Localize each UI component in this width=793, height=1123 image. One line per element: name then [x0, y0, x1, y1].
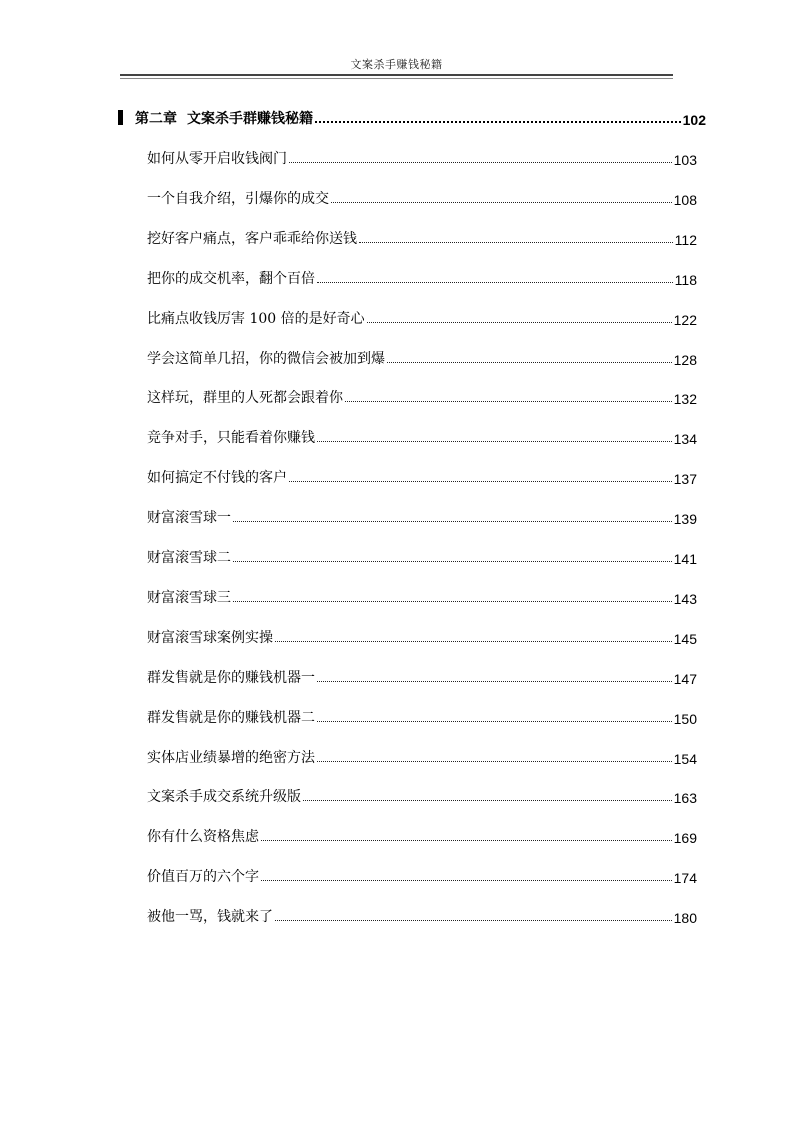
dot-leader [345, 401, 672, 402]
toc-entry-page-number: 143 [673, 590, 697, 607]
toc-entry-page-number: 134 [673, 431, 697, 448]
dot-leader [317, 721, 672, 722]
toc-entry-page-number: 137 [673, 471, 697, 488]
toc-entry[interactable] [147, 745, 697, 767]
toc-entry-title: 你有什么资格焦虑 [147, 829, 259, 846]
toc-entry-title: 财富滚雪球一 [147, 510, 231, 527]
toc-entry-page-number: 163 [673, 790, 697, 807]
toc-entry[interactable] [147, 306, 697, 328]
toc-entry[interactable] [147, 465, 697, 487]
toc-entry-page-number: 108 [673, 191, 697, 208]
dot-leader [317, 761, 672, 762]
toc-entry[interactable] [147, 864, 697, 886]
dot-leader [331, 202, 672, 203]
dot-leader [387, 362, 672, 363]
toc-entry-title: 被他一骂，钱就来了 [147, 909, 273, 926]
toc-entry-title: 一个自我介绍，引爆你的成交 [147, 190, 329, 207]
toc-entry-title: 文案杀手成交系统升级版 [147, 789, 301, 806]
toc-entry[interactable] [147, 186, 697, 208]
dot-leader [233, 521, 672, 522]
chapter-marker-bar [118, 110, 123, 125]
toc-entry-page-number: 139 [673, 511, 697, 528]
toc-entry[interactable] [147, 585, 697, 607]
toc-entry-title: 价值百万的六个字 [147, 869, 259, 886]
toc-entry[interactable] [147, 385, 697, 407]
toc-entry-page-number: 147 [673, 670, 697, 687]
dot-leader [289, 162, 672, 163]
toc-entry-page-number: 128 [673, 351, 697, 368]
toc-entry[interactable] [147, 665, 697, 687]
toc-entry-page-number: 103 [673, 152, 697, 168]
toc-entry[interactable] [147, 904, 697, 926]
dot-leader [233, 561, 672, 562]
toc-entry-title: 把你的成交机率，翻个百倍 [147, 270, 315, 287]
chapter-title: 文案杀手群赚钱秘籍 [187, 111, 313, 127]
toc-entry-title: 群发售就是你的赚钱机器一 [147, 669, 315, 686]
toc-entry[interactable] [147, 784, 697, 806]
dot-leader [261, 840, 672, 841]
dot-leader [367, 322, 672, 323]
toc-entry-title: 财富滚雪球三 [147, 589, 231, 606]
running-header: 文案杀手赚钱秘籍 [350, 58, 443, 71]
toc-entry-title: 实体店业绩暴增的绝密方法 [147, 749, 315, 766]
dot-leader [359, 242, 673, 243]
dot-leader [289, 481, 672, 482]
toc-entry-title: 学会这简单几招，你的微信会被加到爆 [147, 350, 385, 367]
toc-entry-page-number: 154 [673, 750, 697, 767]
dot-leader [261, 880, 672, 881]
toc-entry-page-number: 174 [673, 870, 697, 887]
toc-entry-page-number: 118 [674, 271, 697, 288]
dot-leader [317, 441, 672, 442]
chapter-label: 第二章 [135, 111, 177, 127]
toc-entry-title: 如何从零开启收钱阀门 [147, 151, 287, 167]
toc-entry-title: 竞争对手，只能看着你赚钱 [147, 430, 315, 447]
toc-entry-page-number: 132 [673, 391, 697, 408]
dot-leader [275, 641, 672, 642]
toc-entry[interactable] [147, 266, 697, 288]
toc-entry-page-number: 180 [673, 910, 697, 927]
chapter-page-number: 102 [682, 112, 706, 128]
toc-entry[interactable] [147, 545, 697, 567]
toc-entry-title: 财富滚雪球二 [147, 550, 231, 566]
toc-entry-page-number: 150 [673, 710, 697, 727]
toc-entry[interactable] [147, 226, 697, 248]
toc-entry-page-number: 145 [673, 630, 697, 647]
toc-entry-page-number: 169 [673, 830, 697, 847]
toc-entry[interactable] [147, 824, 697, 846]
toc-entry-title: 群发售就是你的赚钱机器二 [147, 709, 315, 726]
toc-entry[interactable] [147, 505, 697, 527]
toc-entry-title: 如何搞定不付钱的客户 [147, 470, 287, 487]
toc-entry[interactable] [147, 425, 697, 447]
chapter-heading[interactable] [118, 106, 706, 128]
toc-entry[interactable] [147, 346, 697, 368]
dot-leader [303, 800, 672, 801]
toc-entry[interactable] [147, 146, 697, 168]
toc-entry-page-number: 141 [673, 551, 697, 567]
toc-entry-page-number: 112 [674, 231, 697, 248]
dot-leader [315, 121, 681, 123]
dot-leader [317, 681, 672, 682]
dot-leader [233, 601, 672, 602]
dot-leader [317, 282, 673, 283]
dot-leader [275, 920, 672, 921]
toc-entry-title: 财富滚雪球案例实操 [147, 629, 273, 646]
toc-entry-page-number: 122 [673, 311, 697, 328]
toc-entry-title: 比痛点收钱厉害 100 倍的是好奇心 [147, 310, 365, 327]
toc-entry-title: 这样玩，群里的人死都会跟着你 [147, 390, 343, 407]
toc-entry[interactable] [147, 705, 697, 727]
toc-entry-title: 挖好客户痛点，客户乖乖给你送钱 [147, 230, 357, 247]
toc-entry[interactable] [147, 625, 697, 647]
